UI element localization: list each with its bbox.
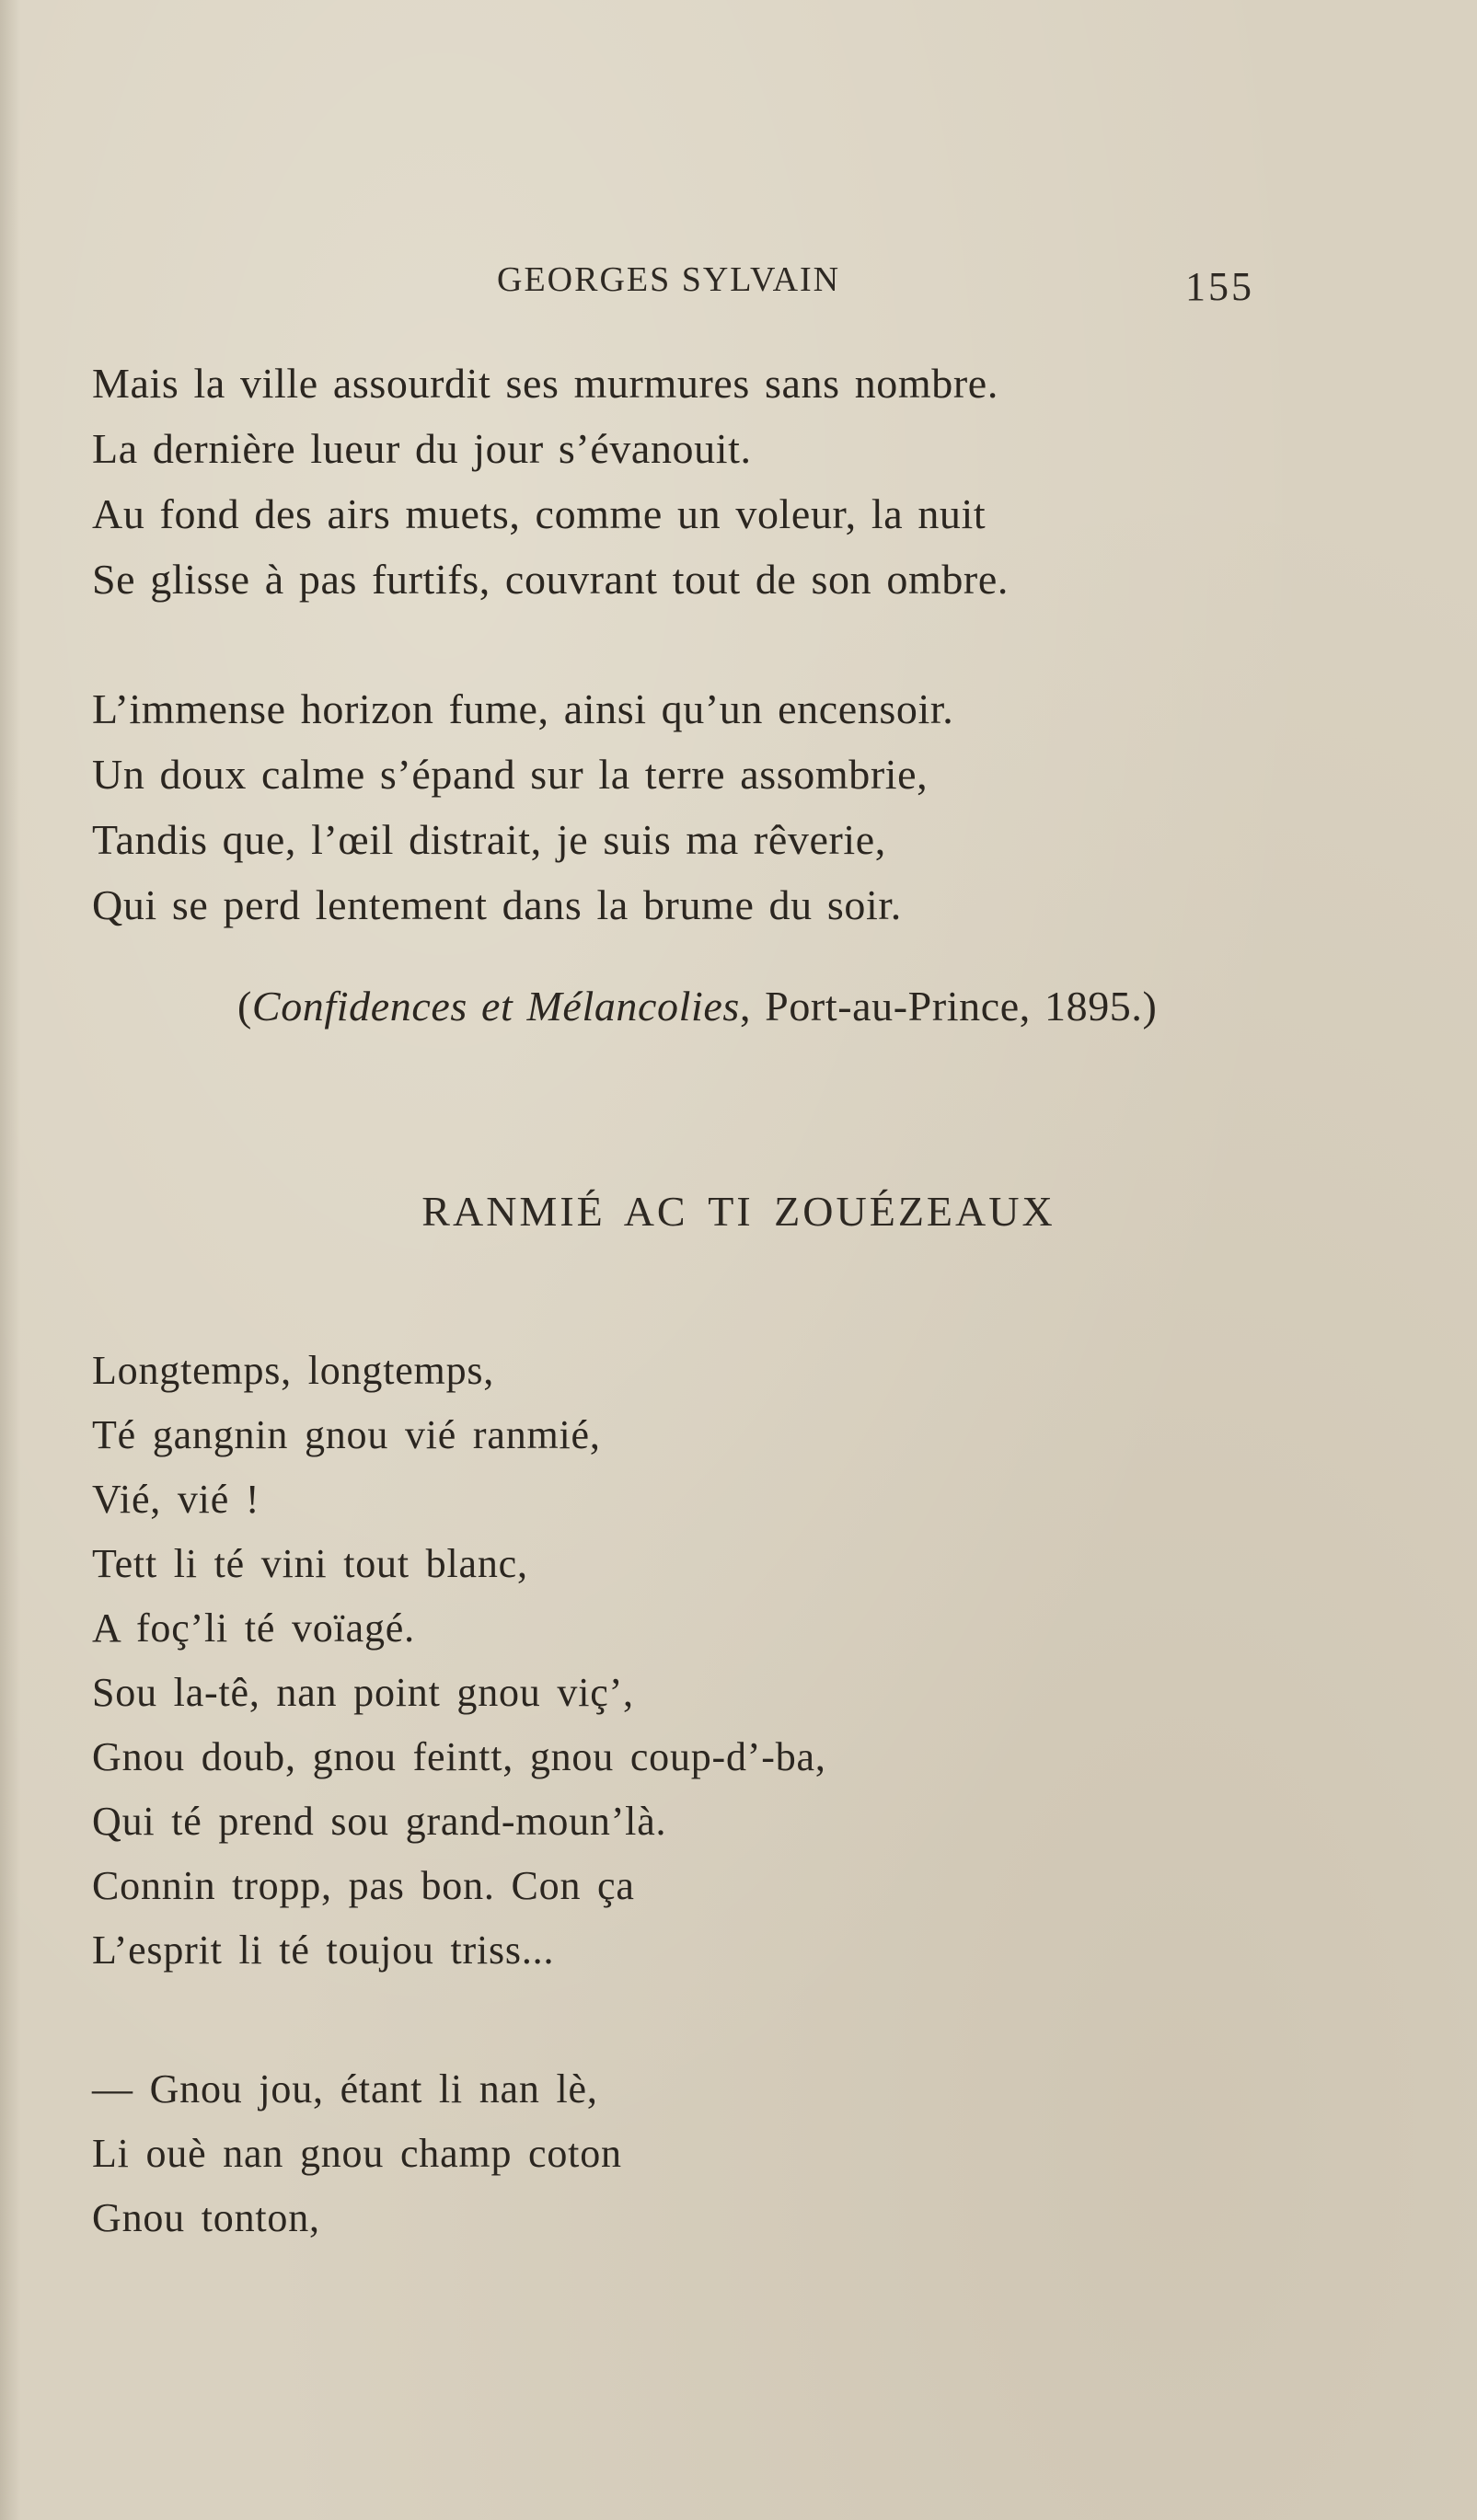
verse-line: Se glisse à pas furtifs, couvrant tout de son ombre. [92, 556, 1009, 603]
verse-line: Tandis que, l’œil distrait, je suis ma rêverie, [92, 816, 886, 863]
verse-line: Té gangnin gnou vié ranmié, [92, 1412, 601, 1457]
verse-line: Gnou doub, gnou feintt, gnou coup-d’-ba, [92, 1734, 826, 1779]
running-head-author: GEORGES SYLVAIN [497, 260, 841, 299]
citation-work-title: Confidences et Mélancolies [251, 983, 740, 1030]
verse-line: A foç’li té voïagé. [92, 1605, 415, 1651]
verse-line: Qui té prend sou grand-moun’là. [92, 1799, 667, 1844]
verse-line: Mais la ville assourdit ses murmures sans nombre. [92, 360, 998, 407]
verse-line: L’immense horizon fume, ainsi qu’un encensoir. [92, 685, 954, 732]
page-edge-shadow [0, 0, 20, 2520]
source-citation [237, 973, 1157, 1039]
verse-line: Vié, vié ! [92, 1477, 260, 1522]
verse-line: Au fond des airs muets, comme un voleur, la nuit [92, 490, 987, 537]
poem2-stanza-2 [92, 2057, 622, 2250]
poem1-stanza-1 [92, 351, 1009, 612]
verse-line: Qui se perd lentement dans la brume du soir. [92, 881, 902, 928]
verse-line: Connin tropp, pas bon. Con ça [92, 1863, 635, 1908]
verse-line: La dernière lueur du jour s’évanouit. [92, 425, 752, 472]
verse-line: Tett li té vini tout blanc, [92, 1541, 528, 1586]
citation-rest: , Port-au-Prince, 1895.) [739, 983, 1158, 1030]
verse-line: — Gnou jou, étant li nan lè, [92, 2066, 598, 2112]
verse-line: Gnou tonton, [92, 2195, 320, 2240]
verse-line: Sou la-tê, nan point gnou viç’, [92, 1670, 634, 1715]
verse-line: Longtemps, longtemps, [92, 1348, 495, 1393]
verse-line: L’esprit li té toujou triss... [92, 1927, 555, 1973]
poem2-stanza-1 [92, 1339, 826, 1983]
poem1-stanza-2 [92, 676, 953, 938]
running-head [0, 259, 1477, 315]
citation-open: ( [237, 983, 252, 1030]
poem-title: RANMIÉ AC TI ZOUÉZEAUX [421, 1188, 1056, 1235]
verse-line: Un doux calme s’épand sur la terre assombrie, [92, 751, 929, 798]
verse-line: Li ouè nan gnou champ coton [92, 2131, 622, 2176]
page-number: 155 [1185, 264, 1254, 309]
